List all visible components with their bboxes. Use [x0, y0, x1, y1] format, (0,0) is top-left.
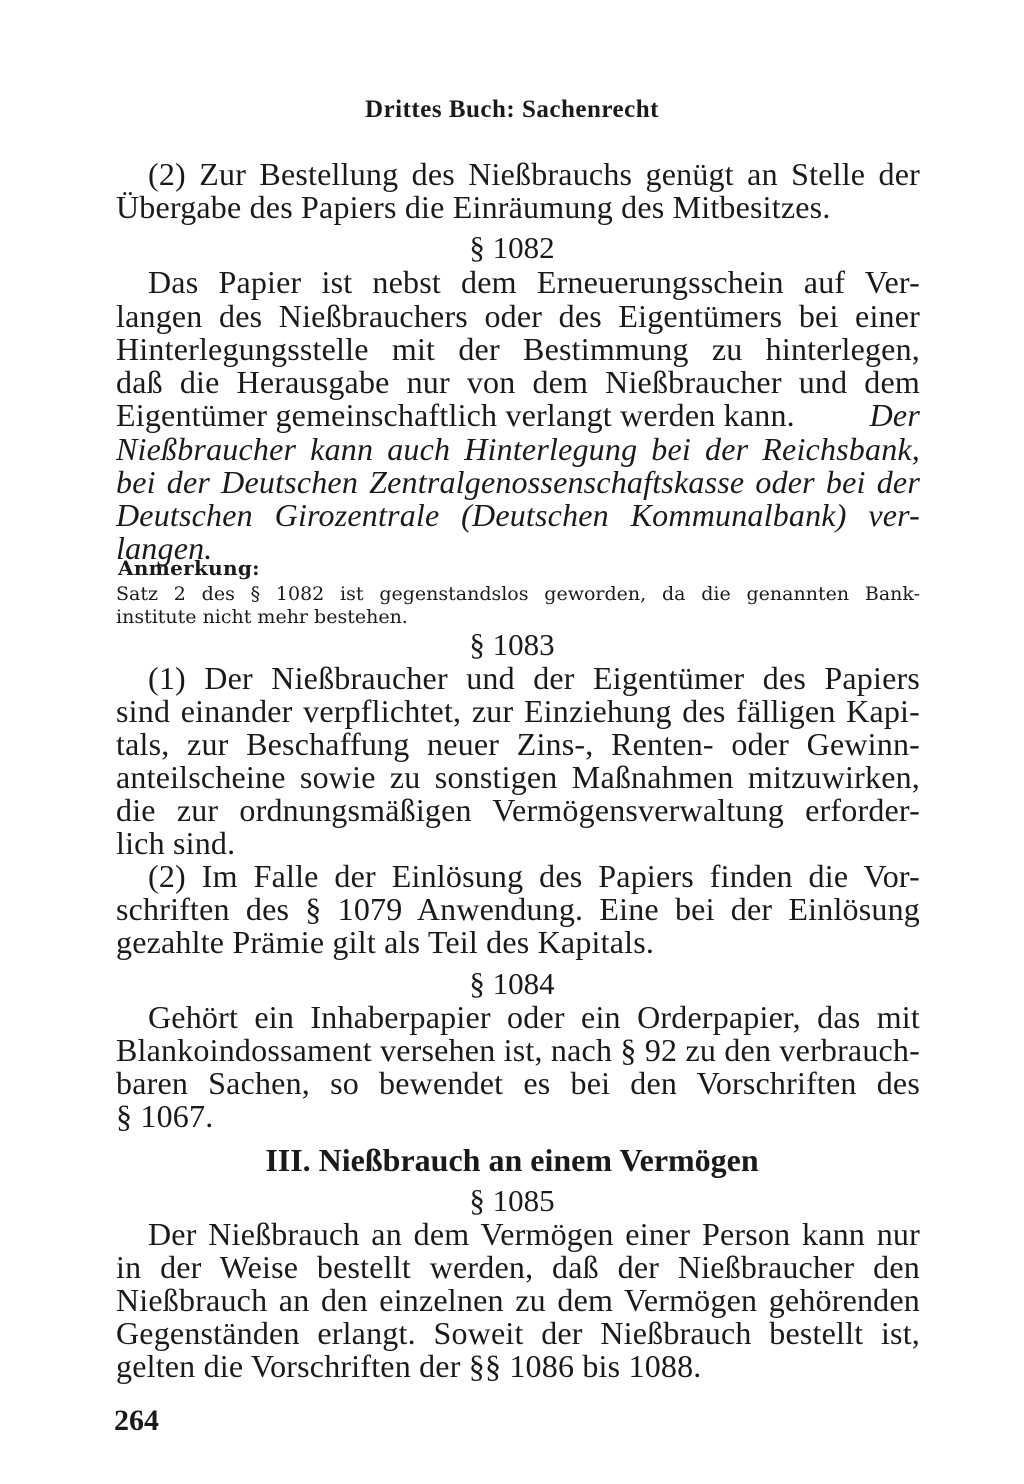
- section-1082-line: [116, 397, 920, 433]
- section-number-1083: § 1083: [469, 627, 555, 662]
- section-1083-line: anteilscheine sowie zu sonstigen Maßnahmen mitzuwirken,: [116, 759, 920, 795]
- note-line: Satz 2 des § 1082 ist gegenstandslos geworden, da die genannten Bank-: [116, 583, 920, 605]
- section-1082-italic-line: langen.: [116, 530, 213, 566]
- section-1083-line: die zur ordnungsmäßigen Vermögensverwaltung erforder-: [116, 792, 920, 828]
- section-number-1085: § 1085: [469, 1183, 555, 1218]
- paragraph-1081-2-line: Übergabe des Papiers die Einräumung des Mitbesitzes.: [116, 189, 831, 225]
- section-1082-regular-text: Eigentümer gemeinschaftlich verlangt werden kann.: [116, 397, 795, 433]
- section-1082-italic-text: Der: [869, 397, 920, 433]
- running-head: Drittes Buch: Sachenrecht: [365, 96, 659, 123]
- section-1085-line: Gegenständen erlangt. Soweit der Nießbrauch bestellt ist,: [116, 1315, 920, 1351]
- section-1084-line: Blankoindossament versehen ist, nach § 92 zu den verbrauch-: [116, 1032, 920, 1068]
- section-1083-line: (1) Der Nießbraucher und der Eigentümer des Papiers: [148, 660, 920, 696]
- section-1084-line: baren Sachen, so bewendet es bei den Vorschriften des: [116, 1065, 920, 1101]
- section-1083-line: lich sind.: [116, 825, 236, 861]
- section-number-1082: § 1082: [469, 230, 555, 265]
- section-1085-line: gelten die Vorschriften der §§ 1086 bis 1088.: [116, 1348, 702, 1384]
- paragraph-1081-2-line: (2) Zur Bestellung des Nießbrauchs genügt an Stelle der: [148, 156, 920, 192]
- section-1082-italic-line: bei der Deutschen Zentralgenossenschaftskasse oder bei der: [116, 464, 920, 500]
- section-number-1084: § 1084: [469, 966, 555, 1001]
- section-1082-italic-line: Nießbraucher kann auch Hinterlegung bei der Reichsbank,: [116, 431, 920, 467]
- section-1082-italic-line: Deutschen Girozentrale (Deutschen Kommunalbank) ver-: [116, 497, 920, 533]
- section-1084-line: § 1067.: [116, 1098, 214, 1134]
- section-1082-line: langen des Nießbrauchers oder des Eigentümers bei einer: [116, 298, 920, 334]
- section-1083-line: schriften des § 1079 Anwendung. Eine bei der Einlösung: [116, 891, 920, 927]
- section-1085-line: Nießbrauch an den einzelnen zu dem Vermögen gehörenden: [116, 1282, 920, 1318]
- subheading: III. Nießbrauch an einem Vermögen: [265, 1142, 759, 1178]
- section-1083-line: sind einander verpflichtet, zur Einziehung des fälligen Kapi-: [116, 693, 920, 729]
- note-line: institute nicht mehr bestehen.: [116, 606, 408, 628]
- section-1083-line: tals, zur Beschaffung neuer Zins-, Renten- oder Gewinn-: [116, 726, 920, 762]
- section-1085-line: in der Weise bestellt werden, daß der Nießbraucher den: [116, 1249, 920, 1285]
- section-1083-line: (2) Im Falle der Einlösung des Papiers finden die Vor-: [148, 858, 920, 894]
- section-1085-line: Der Nießbrauch an dem Vermögen einer Person kann nur: [148, 1216, 920, 1252]
- note-heading: Anmerkung:: [118, 556, 260, 580]
- section-1082-line: Das Papier ist nebst dem Erneuerungsschein auf Ver-: [148, 264, 920, 300]
- page-number: 264: [114, 1404, 159, 1437]
- section-1083-line: gezahlte Prämie gilt als Teil des Kapitals.: [116, 924, 655, 960]
- section-1082-line: Hinterlegungsstelle mit der Bestimmung zu hinterlegen,: [116, 331, 920, 367]
- section-1082-line: daß die Herausgabe nur von dem Nießbraucher und dem: [116, 364, 920, 400]
- section-1084-line: Gehört ein Inhaberpapier oder ein Orderpapier, das mit: [148, 999, 920, 1035]
